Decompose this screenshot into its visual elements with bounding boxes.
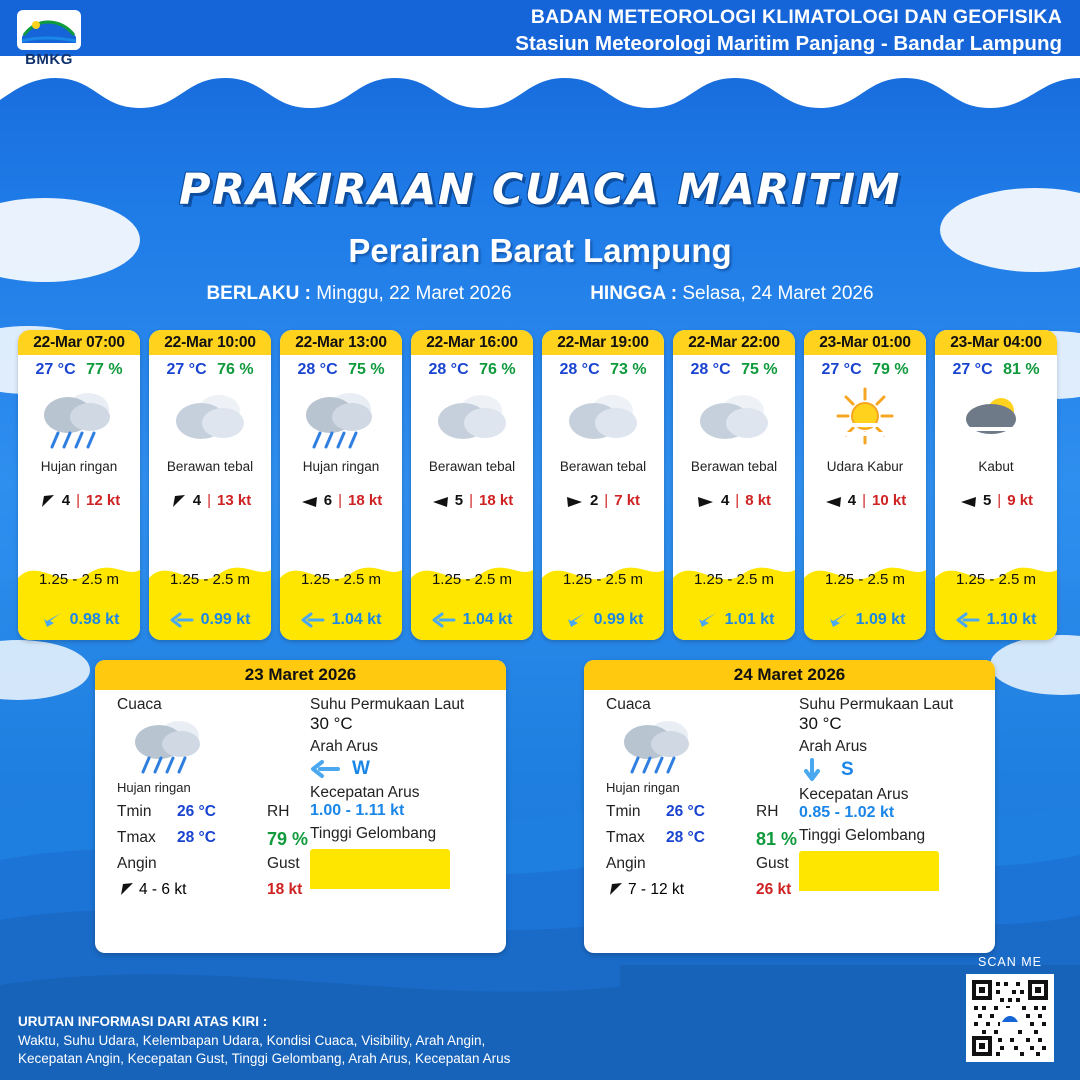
daily-angin-label: Angin [117,855,157,872]
daily-gust-value: 26 kt [756,881,792,898]
bmkg-logo-icon [17,10,81,50]
daily-tmin-value: 26 °C [177,803,216,820]
card-current [149,610,271,630]
card-condition: Kabut [978,459,1014,474]
card-temp-humidity [280,355,402,379]
daily-angin-value: 4 - 6 kt [139,881,187,898]
card-time: 22-Mar 07:00 [18,330,140,355]
card-humidity: 75 % [348,361,385,378]
card-wind: 4 | 10 kt [804,492,926,509]
cloudy-icon [411,383,533,455]
daily-panel [95,660,506,953]
card-current [411,610,533,630]
card-wind-speed: 12 kt [86,492,121,509]
card-wind-direction: 6 [323,492,333,509]
daily-kecepatan-arus-label: Kecepatan Arus [310,784,420,801]
daily-gust-label: Gust [756,855,789,872]
daily-wave-box [799,851,939,891]
arrow-left-icon [959,493,977,509]
arrow-down-left-icon [169,493,187,509]
daily-tmax-row [606,829,806,847]
fog-icon [935,383,1057,455]
page-subtitle: Perairan Barat Lampung [348,232,732,269]
card-current-speed: 0.98 kt [69,611,120,628]
card-humidity: 76 % [479,361,516,378]
daily-forecast-row [95,660,995,953]
bmkg-logo [10,6,88,72]
cloudy-icon [542,383,664,455]
card-time: 22-Mar 13:00 [280,330,402,355]
card-condition: Hujan ringan [302,459,380,474]
daily-cuaca-label: Cuaca [117,696,162,713]
daily-kecepatan-arus-value: 0.85 - 1.02 kt [799,804,895,821]
daily-gust-value: 18 kt [267,881,303,898]
card-wind-speed: 8 kt [745,492,772,509]
legend-note [18,1013,618,1068]
daily-rh-label: RH [756,803,779,820]
daily-tmin-row [117,803,317,821]
daily-angin-row [606,881,806,902]
card-time: 22-Mar 19:00 [542,330,664,355]
daily-kecepatan-arus-value: 1.00 - 1.11 kt [310,802,405,819]
card-wind: 5 | 9 kt [935,492,1057,509]
arrow-down-left-icon [563,610,587,630]
arrow-left-icon [300,493,318,509]
card-wave-height: 1.25 - 2.5 m [824,571,906,588]
daily-tmin-value: 26 °C [666,803,705,820]
arrow-left-icon [170,610,194,630]
daily-tmax-value: 28 °C [666,829,705,846]
card-wind: 2 | 7 kt [542,492,664,509]
hourly-card [411,330,533,640]
card-wind-speed: 18 kt [348,492,383,509]
card-wave-height: 1.25 - 2.5 m [955,571,1037,588]
card-wind-direction: 4 [720,492,730,509]
daily-angin-row [117,881,317,902]
daily-tmax-row [117,829,317,847]
arrow-left-icon [301,610,325,630]
daily-angin-label-row [117,855,317,873]
poster-header [0,0,1080,68]
card-wind-direction: 5 [982,492,992,509]
valid-to-label: HINGGA : [590,283,678,304]
daily-arah-arus-value: S [841,759,854,780]
card-condition: Hujan ringan [40,459,118,474]
hourly-card [18,330,140,640]
card-current [673,610,795,630]
card-temperature: 27 °C [821,361,862,378]
daily-gust-label: Gust [267,855,300,872]
card-wind-direction: 4 [847,492,857,509]
card-current-speed: 1.10 kt [986,611,1037,628]
card-wind-speed: 13 kt [217,492,252,509]
qr-code-icon[interactable] [966,974,1054,1062]
daily-left-column [117,696,317,902]
cloudy-icon [149,383,271,455]
hourly-forecast-row [18,330,1062,640]
valid-to-value: Selasa, 24 Maret 2026 [682,283,874,304]
daily-date: 23 Maret 2026 [95,660,506,690]
daily-arah-arus-label: Arah Arus [310,738,379,755]
card-current-speed: 0.99 kt [593,611,644,628]
card-current-speed: 1.04 kt [462,611,513,628]
daily-sst-label: Suhu Permukaan Laut [310,696,465,713]
daily-sst-label: Suhu Permukaan Laut [799,696,954,713]
card-wind: 4 | 12 kt [18,492,140,509]
hourly-card [804,330,926,640]
card-wave-height: 1.25 - 2.5 m [169,571,251,588]
hourly-card [280,330,402,640]
card-wind: 4 | 13 kt [149,492,271,509]
card-wind-direction: 2 [589,492,599,509]
scan-me-label: SCAN ME [978,955,1042,969]
daily-tinggi-gelombang-label: Tinggi Gelombang [310,825,437,842]
daily-tmax-label: Tmax [606,829,645,846]
card-wave-height: 1.25 - 2.5 m [38,571,120,588]
card-wind-speed: 18 kt [479,492,514,509]
card-humidity: 79 % [872,361,909,378]
card-condition: Berawan tebal [559,459,647,474]
daily-tmin-label: Tmin [606,803,641,820]
card-temp-humidity [673,355,795,379]
card-temperature: 28 °C [297,361,338,378]
header-wave-decoration [0,56,1080,116]
hourly-card [149,330,271,640]
daily-rh-value: 81 % [756,829,798,849]
card-temp-humidity [935,355,1057,379]
card-wind-speed: 10 kt [872,492,907,509]
card-humidity: 73 % [610,361,647,378]
arrow-left-icon [956,610,980,630]
card-wave-height: 1.25 - 2.5 m [300,571,382,588]
card-temperature: 28 °C [690,361,731,378]
card-temperature: 27 °C [952,361,993,378]
card-wind-speed: 9 kt [1007,492,1034,509]
rain-light-icon [18,383,140,455]
arrow-down-left-icon [117,881,135,897]
card-time: 23-Mar 04:00 [935,330,1057,355]
arrow-down-left-icon [694,610,718,630]
daily-panel [584,660,995,953]
card-humidity: 76 % [217,361,254,378]
rain-light-icon [280,383,402,455]
cloudy-icon [673,383,795,455]
arrow-down-icon [799,758,829,782]
daily-angin-value: 7 - 12 kt [628,881,684,898]
card-temp-humidity [542,355,664,379]
arrow-left-icon [310,758,340,780]
arrow-left-icon [431,493,449,509]
card-current [935,610,1057,630]
card-temp-humidity [804,355,926,379]
page-title: PRAKIRAAN CUACA MARITIM [179,165,901,215]
station-name: Stasiun Meteorologi Maritim Panjang - Bandar Lampung [515,32,1062,55]
card-temperature: 28 °C [428,361,469,378]
card-wind-direction: 5 [454,492,464,509]
card-wave-height: 1.25 - 2.5 m [431,571,513,588]
daily-date: 24 Maret 2026 [584,660,995,690]
daily-angin-label-row [606,855,806,873]
daily-body [584,690,995,953]
card-condition: Berawan tebal [428,459,516,474]
daily-body [95,690,506,953]
validity-period [0,283,1080,305]
card-humidity: 77 % [86,361,123,378]
card-temp-humidity [18,355,140,379]
card-temperature: 27 °C [166,361,207,378]
arrow-down-left-icon [39,610,63,630]
card-current [542,610,664,630]
daily-left-column [606,696,806,902]
arrow-right-icon [697,493,715,509]
card-wind: 6 | 18 kt [280,492,402,509]
daily-condition: Hujan ringan [606,780,680,795]
arrow-left-icon [432,610,456,630]
card-current [18,610,140,630]
card-condition: Udara Kabur [826,459,904,474]
card-current-speed: 0.99 kt [200,611,251,628]
daily-kecepatan-arus-label: Kecepatan Arus [799,786,909,803]
bmkg-emblem-icon [18,11,80,49]
qr-block [962,955,1058,1062]
agency-name: BADAN METEOROLOGI KLIMATOLOGI DAN GEOFISIKA [530,6,1062,28]
daily-tmin-row [606,803,806,821]
card-wind-direction: 4 [192,492,202,509]
legend-title: URUTAN INFORMASI DARI ATAS KIRI : [18,1014,268,1030]
valid-from-value: Minggu, 22 Maret 2026 [316,283,512,304]
daily-wave-box [310,849,450,889]
card-humidity: 75 % [741,361,778,378]
daily-arah-arus-label: Arah Arus [799,738,868,755]
valid-from-label: BERLAKU : [206,283,311,304]
rain-light-icon [606,716,806,778]
daily-arah-arus-value: W [352,758,370,779]
daily-tinggi-gelombang-label: Tinggi Gelombang [799,827,926,844]
card-condition: Berawan tebal [690,459,778,474]
card-wave-height: 1.25 - 2.5 m [562,571,644,588]
card-time: 22-Mar 10:00 [149,330,271,355]
card-wind: 4 | 8 kt [673,492,795,509]
hourly-card [542,330,664,640]
daily-cuaca-label: Cuaca [606,696,651,713]
card-humidity: 81 % [1003,361,1040,378]
daily-condition: Hujan ringan [117,780,191,795]
arrow-right-icon [566,493,584,509]
daily-sst-value: 30 °C [310,714,353,733]
card-current-speed: 1.09 kt [855,611,906,628]
qr-code-image [970,978,1050,1058]
arrow-left-icon [824,493,842,509]
card-wind-speed: 7 kt [614,492,641,509]
daily-tmax-value: 28 °C [177,829,216,846]
haze-sun-icon [804,383,926,455]
arrow-down-left-icon [38,493,56,509]
daily-tmax-label: Tmax [117,829,156,846]
card-time: 22-Mar 16:00 [411,330,533,355]
card-temperature: 27 °C [35,361,76,378]
header-text-block [515,6,1062,56]
card-wind-direction: 4 [61,492,71,509]
daily-sst-value: 30 °C [799,714,842,733]
hourly-card [673,330,795,640]
card-current-speed: 1.04 kt [331,611,382,628]
bmkg-logo-text: BMKG [25,51,73,68]
card-wave-height: 1.25 - 2.5 m [693,571,775,588]
card-time: 22-Mar 22:00 [673,330,795,355]
legend-line-2: Kecepatan Angin, Kecepatan Gust, Tinggi Gelombang, Arah Arus, Kecepatan Arus [18,1050,511,1066]
card-temp-humidity [149,355,271,379]
daily-arah-arus-row [310,758,500,780]
rain-light-icon [117,716,317,778]
daily-arah-arus-row [799,758,989,782]
arrow-down-left-icon [825,610,849,630]
card-temp-humidity [411,355,533,379]
daily-angin-label: Angin [606,855,646,872]
legend-line-1: Waktu, Suhu Udara, Kelembapan Udara, Kondisi Cuaca, Visibility, Arah Angin, [18,1032,486,1048]
card-current [280,610,402,630]
daily-rh-label: RH [267,803,290,820]
card-wind: 5 | 18 kt [411,492,533,509]
card-current [804,610,926,630]
daily-right-column [310,696,500,889]
daily-tmin-label: Tmin [117,803,152,820]
hourly-card [935,330,1057,640]
daily-rh-value: 79 % [267,829,309,849]
card-condition: Berawan tebal [166,459,254,474]
card-temperature: 28 °C [559,361,600,378]
card-time: 23-Mar 01:00 [804,330,926,355]
card-current-speed: 1.01 kt [724,611,775,628]
daily-right-column [799,696,989,891]
arrow-down-left-icon [606,881,624,897]
